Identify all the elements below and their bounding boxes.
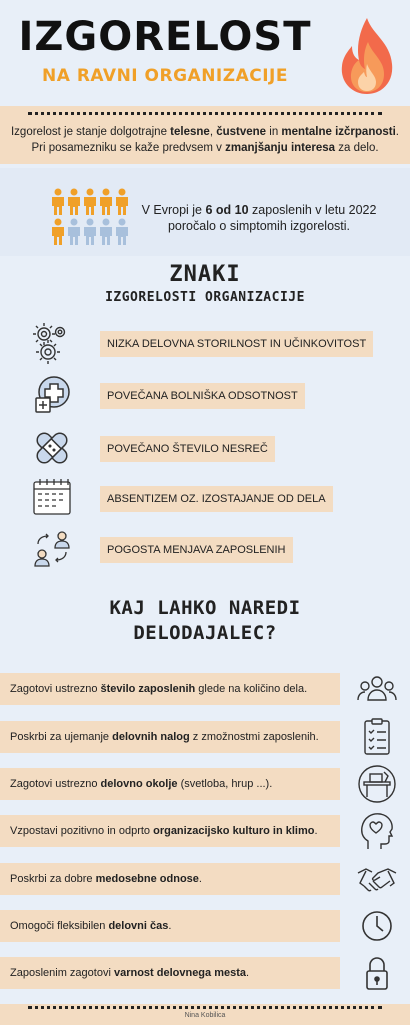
action-item: Zagotovi ustrezno delovno okolje (svetloba, hrup ...). — [0, 768, 340, 800]
sign-item: ABSENTIZEM OZ. IZOSTAJANJE OD DELA — [100, 486, 333, 512]
action-item: Zagotovi ustrezno število zaposlenih glede na količino dela. — [0, 673, 340, 705]
gears-icon — [30, 320, 74, 364]
calendar-icon — [30, 476, 74, 520]
person-figure — [116, 219, 128, 246]
person-figure — [116, 189, 128, 216]
people-icon — [50, 188, 130, 248]
person-figure — [68, 219, 80, 246]
medical-cross-icon — [30, 372, 74, 416]
sign-item: POVEČANA BOLNIŠKA ODSOTNOST — [100, 383, 305, 409]
team-icon — [356, 670, 398, 710]
person-figure — [100, 189, 112, 216]
sign-item: POVEČANO ŠTEVILO NESREČ — [100, 436, 275, 462]
clock-icon — [356, 906, 398, 946]
action-item: Zaposlenim zagotovi varnost delovnega mesta. — [0, 957, 340, 989]
person-figure — [100, 219, 112, 246]
action-item: Vzpostavi pozitivno in odprto organizacijsko kulturo in klimo. — [0, 815, 340, 847]
flame-icon — [334, 16, 400, 96]
checklist-icon — [356, 717, 398, 757]
signs-subheading: IZGORELOSTI ORGANIZACIJE — [105, 290, 305, 305]
action-item: Poskrbi za ujemanje delovnih nalog z zmožnostmi zaposlenih. — [0, 721, 340, 753]
bandage-icon — [30, 426, 74, 470]
person-figure — [52, 219, 64, 246]
actions-heading: KAJ LAHKO NAREDI DELODAJALEC? — [109, 597, 301, 644]
stat-text: V Evropi je 6 od 10 zaposlenih v letu 2022 poročalo o simptomih izgorelosti. — [141, 203, 377, 233]
signs-heading: ZNAKI — [169, 262, 241, 287]
handshake-icon — [356, 859, 398, 899]
divider — [28, 112, 382, 115]
author-credit: Nina Kobilica — [184, 1012, 226, 1019]
page-subtitle: NA RAVNI ORGANIZACIJE — [42, 66, 288, 86]
intro-text: Izgorelost je stanje dolgotrajne telesne, čustvene in mentalne izčrpanosti. Pri posamezniku se kaže predvsem v zmanjšanju interesa za delo. — [10, 126, 399, 154]
divider — [28, 1006, 382, 1009]
action-item: Poskrbi za dobre medosebne odnose. — [0, 863, 340, 895]
page-title: IZGORELOST — [18, 14, 312, 60]
sign-item: POGOSTA MENJAVA ZAPOSLENIH — [100, 537, 293, 563]
person-figure — [68, 189, 80, 216]
person-figure — [84, 189, 96, 216]
action-item: Omogoči fleksibilen delovni čas. — [0, 910, 340, 942]
person-figure — [52, 189, 64, 216]
person-figure — [84, 219, 96, 246]
workspace-icon — [356, 764, 398, 804]
swap-people-icon — [30, 526, 74, 570]
lock-icon — [356, 953, 398, 993]
sign-item: NIZKA DELOVNA STORILNOST IN UČINKOVITOST — [100, 331, 373, 357]
mind-heart-icon — [356, 811, 398, 851]
